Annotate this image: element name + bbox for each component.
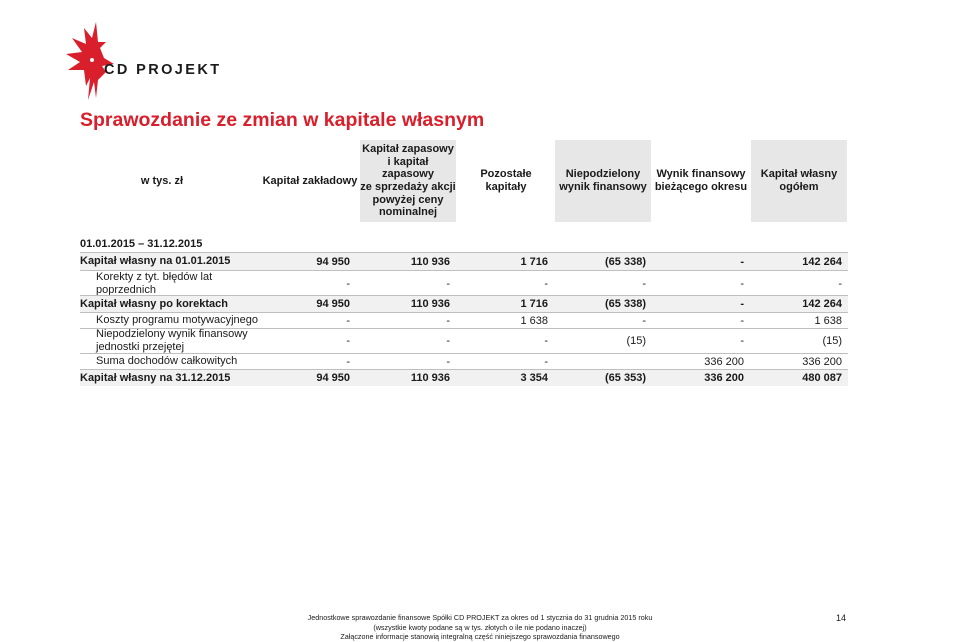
row-label: Koszty programu motywacyjnego <box>96 314 259 326</box>
page-title: Sprawozdanie ze zmian w kapitale własnym <box>80 109 485 131</box>
cell: 480 087 <box>802 372 842 384</box>
row-label: Suma dochodów całkowitych <box>96 355 238 367</box>
footer-line: (wszystkie kwoty podane są w tys. złotych o ile nie podano inaczej) <box>373 622 587 632</box>
cell: (15) <box>626 335 646 347</box>
cell: (15) <box>822 335 842 347</box>
cell: - <box>446 314 450 327</box>
cell: - <box>346 355 350 368</box>
cell: 336 200 <box>704 372 744 384</box>
cell: - <box>446 277 450 290</box>
cell: - <box>544 277 548 290</box>
header-col-5: Wynik finansowy bieżącego okresu <box>654 168 748 193</box>
cell: 1 638 <box>814 314 842 327</box>
cell: 336 200 <box>704 355 744 368</box>
cell: - <box>446 335 450 347</box>
cell: 94 950 <box>316 298 350 310</box>
header-col-2: Kapitał zapasowy i kapitał zapasowy ze sprzedaży akcji powyżej ceny nominalnej <box>360 140 456 222</box>
cell: - <box>740 335 744 347</box>
table-row <box>80 253 848 270</box>
cell: - <box>740 255 744 268</box>
logo-wordmark: CD PROJEKT <box>104 62 222 78</box>
table-row <box>80 313 848 328</box>
cell: 3 354 <box>520 372 548 384</box>
cell: 1 716 <box>520 298 548 310</box>
cell: - <box>642 277 646 290</box>
row-label: Korekty z tyt. błędów lat poprzednich <box>96 270 213 296</box>
row-label: Niepodzielony wynik finansowy jednostki przejętej <box>96 328 248 353</box>
cell: - <box>446 355 450 368</box>
cell: 142 264 <box>802 255 842 268</box>
cell: 110 936 <box>410 255 450 268</box>
cell: 94 950 <box>316 255 350 268</box>
table-row <box>80 354 848 369</box>
header-unit: w tys. zł <box>140 174 184 187</box>
cell: - <box>346 277 350 290</box>
footer-line: Załączone informacje stanowią integralną część niniejszego sprawozdania finansowego <box>340 632 620 642</box>
cell: - <box>346 335 350 347</box>
cell: 336 200 <box>802 355 842 368</box>
table-row <box>80 329 848 353</box>
header-col-1: Kapitał zakładowy <box>262 174 358 187</box>
period-label: 01.01.2015 – 31.12.2015 <box>80 238 203 250</box>
cell: - <box>740 298 744 310</box>
cell: 1 638 <box>520 314 548 327</box>
cell: - <box>740 277 744 290</box>
row-label: Kapitał własny na 01.01.2015 <box>80 255 231 267</box>
cell: (65 338) <box>605 255 646 268</box>
cell: 142 264 <box>802 298 842 310</box>
footer-line: Jednostkowe sprawozdanie finansowe Spółki CD PROJEKT za okres od 1 stycznia do 31 grudnia 2015 roku <box>307 613 653 622</box>
cell: - <box>544 355 548 368</box>
header-col-3: Pozostałe kapitały <box>480 168 532 193</box>
cell: 110 936 <box>410 298 450 310</box>
row-label: Kapitał własny na 31.12.2015 <box>80 371 231 384</box>
table-row <box>80 370 848 386</box>
table-row <box>80 271 848 296</box>
row-label: Kapitał własny po korektach <box>80 297 228 310</box>
cd-projekt-logo <box>62 20 232 104</box>
header-col-6: Kapitał własny ogółem <box>751 140 847 222</box>
cell: - <box>346 314 350 327</box>
cell: 94 950 <box>316 372 350 384</box>
cell: - <box>838 277 842 290</box>
cell: - <box>740 314 744 327</box>
cell: - <box>642 314 646 327</box>
cell: 110 936 <box>410 372 450 384</box>
page-number: 14 <box>836 613 847 623</box>
cell: 1 716 <box>520 255 548 268</box>
table-row <box>80 296 848 312</box>
header-col-4: Niepodzielony wynik finansowy <box>555 140 651 222</box>
page-footer <box>230 613 730 642</box>
cell: (65 353) <box>605 372 646 384</box>
cell: - <box>544 335 548 347</box>
cell: (65 338) <box>605 298 646 310</box>
